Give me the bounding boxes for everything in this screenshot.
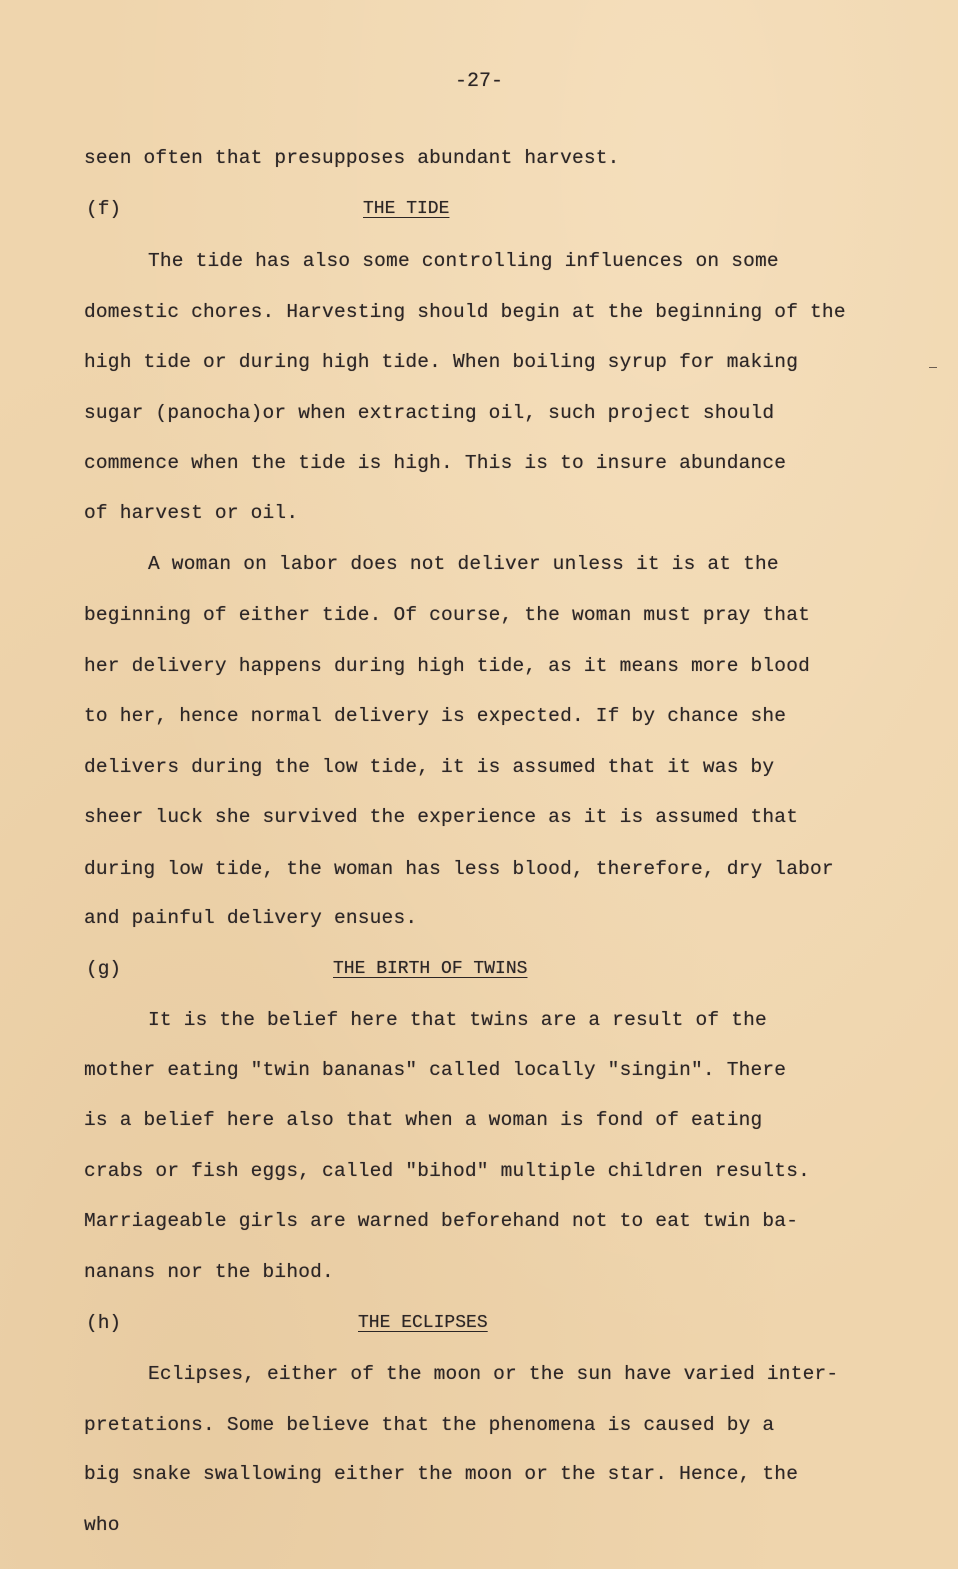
section-heading-tide: THE TIDE — [363, 199, 450, 219]
text-line: is a belief here also that when a woman is fond of eating — [84, 1109, 763, 1131]
text-line: mother eating "twin bananas" called locally "singin". There — [84, 1059, 787, 1081]
text-line: high tide or during high tide. When boiling syrup for making — [84, 351, 799, 373]
section-heading-twins: THE BIRTH OF TWINS — [333, 959, 528, 979]
text-line: during low tide, the woman has less blood, therefore, dry labor — [84, 858, 834, 880]
text-line: sugar (panocha)or when extracting oil, such project should — [84, 402, 775, 424]
section-marker-g: (g) — [86, 958, 122, 980]
text-line: nanans nor the bihod. — [84, 1261, 334, 1283]
text-line: commence when the tide is high. This is to insure abundance — [84, 452, 787, 474]
text-line: A woman on labor does not deliver unless it is at the — [148, 553, 779, 575]
section-marker-h: (h) — [86, 1312, 122, 1334]
text-line: of harvest or oil. — [84, 502, 299, 524]
section-heading-eclipses: THE ECLIPSES — [358, 1313, 488, 1333]
text-line: Eclipses, either of the moon or the sun have varied inter- — [148, 1363, 839, 1385]
page-number: -27- — [454, 70, 503, 93]
text-line: crabs or fish eggs, called "bihod" multiple children results. — [84, 1160, 811, 1182]
text-line: delivers during the low tide, it is assumed that it was by — [84, 756, 775, 778]
text-line: her delivery happens during high tide, as it means more blood — [84, 655, 811, 677]
text-line: It is the belief here that twins are a result of the — [148, 1009, 767, 1031]
text-line: and painful delivery ensues. — [84, 907, 418, 929]
text-line: beginning of either tide. Of course, the woman must pray that — [84, 604, 811, 626]
text-line: Marriageable girls are warned beforehand not to eat twin ba- — [84, 1210, 799, 1232]
text-line: domestic chores. Harvesting should begin at the beginning of the — [84, 301, 846, 323]
text-line: sheer luck she survived the experience as it is assumed that — [84, 806, 799, 828]
text-line: seen often that presupposes abundant harvest. — [84, 147, 620, 169]
margin-mark — [929, 367, 937, 368]
text-line: pretations. Some believe that the phenomena is caused by a — [84, 1414, 775, 1436]
section-marker-f: (f) — [86, 198, 122, 220]
text-line: The tide has also some controlling influences on some — [148, 250, 779, 272]
text-line: who — [84, 1514, 120, 1536]
text-line: to her, hence normal delivery is expected. If by chance she — [84, 705, 787, 727]
text-line: big snake swallowing either the moon or the star. Hence, the — [84, 1463, 799, 1485]
